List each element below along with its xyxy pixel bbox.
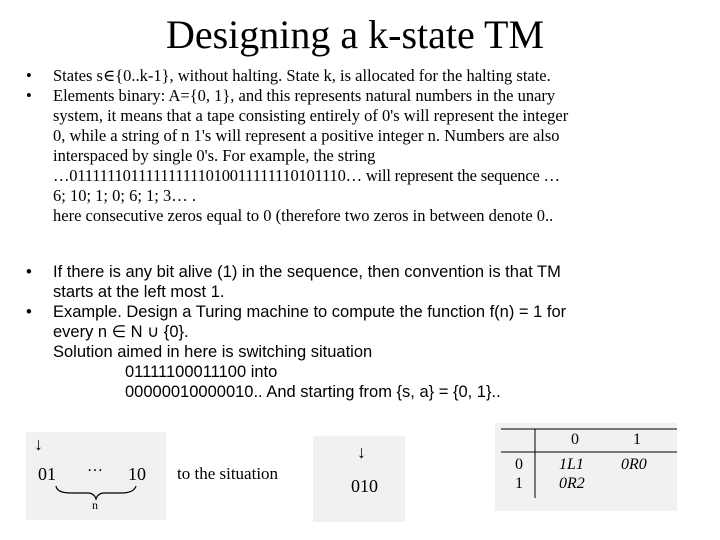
indented-line: 00000010000010.. And starting from {s, a} = {0, 1}.. xyxy=(125,383,501,401)
figure-caption: to the situation xyxy=(177,464,279,483)
bullet: • xyxy=(26,303,32,321)
tape-right-bits: 10 xyxy=(128,464,146,484)
bullet: • xyxy=(26,86,32,105)
tape-ellipsis: … xyxy=(87,458,103,475)
item-line: every n ∈ N ∪ {0}. xyxy=(53,323,189,341)
table-cell: 0R2 xyxy=(559,475,585,492)
brace-label: n xyxy=(92,498,98,512)
tape-bits: 010 xyxy=(351,476,378,496)
list-item-states xyxy=(26,66,702,86)
item-line: 6; 10; 1; 0; 6; 1; 3… . xyxy=(53,186,197,205)
tape-left-bits: 01 xyxy=(38,464,56,484)
item-line: If there is any bit alive (1) in the sequence, then convention is that TM xyxy=(53,263,561,281)
transition-table xyxy=(495,423,677,511)
head-arrow-icon: ↓ xyxy=(34,434,43,454)
example-string: …011111101111111111010011111110101110… will represent the sequence … xyxy=(53,166,560,185)
item-line: here consecutive zeros equal to 0 (therefore two zeros in between denote 0.. xyxy=(53,206,554,225)
item-line: starts at the left most 1. xyxy=(53,283,225,301)
initial-tape-figure xyxy=(26,432,166,520)
item-line: Example. Design a Turing machine to compute the function f(n) = 1 for xyxy=(53,303,567,321)
item-line: Elements binary: A={0, 1}, and this represents natural numbers in the unary xyxy=(53,86,556,105)
slide-title: Designing a k-state TM xyxy=(165,12,545,57)
bullet: • xyxy=(26,66,32,85)
table-row-state: 0 xyxy=(515,456,523,473)
table-cell: 1L1 xyxy=(559,456,584,473)
list-item-convention xyxy=(26,262,702,302)
indented-line: 01111100011100 into xyxy=(125,363,278,381)
bullet: • xyxy=(26,263,32,281)
head-arrow-icon: ↓ xyxy=(357,442,366,462)
item-line: 0, while a string of n 1's will represent a positive integer n. Numbers are also xyxy=(53,126,560,145)
example-list xyxy=(26,262,702,402)
item-line: system, it means that a tape consisting entirely of 0's will represent the integer xyxy=(53,106,569,125)
list-item-example xyxy=(26,302,702,402)
list-item-elements xyxy=(26,86,702,226)
table-col-header: 1 xyxy=(633,431,641,448)
item-line: interspaced by single 0's. For example, the string xyxy=(53,146,376,165)
table-cell: 0R0 xyxy=(621,456,647,473)
item-line: States s∈{0..k-1}, without halting. State k, is allocated for the halting state. xyxy=(53,66,551,85)
final-tape-figure xyxy=(313,436,405,522)
item-line: Solution aimed in here is switching situation xyxy=(53,343,373,361)
table-col-header: 0 xyxy=(571,431,579,448)
definitions-list xyxy=(26,66,702,226)
table-row-state: 1 xyxy=(515,475,523,492)
